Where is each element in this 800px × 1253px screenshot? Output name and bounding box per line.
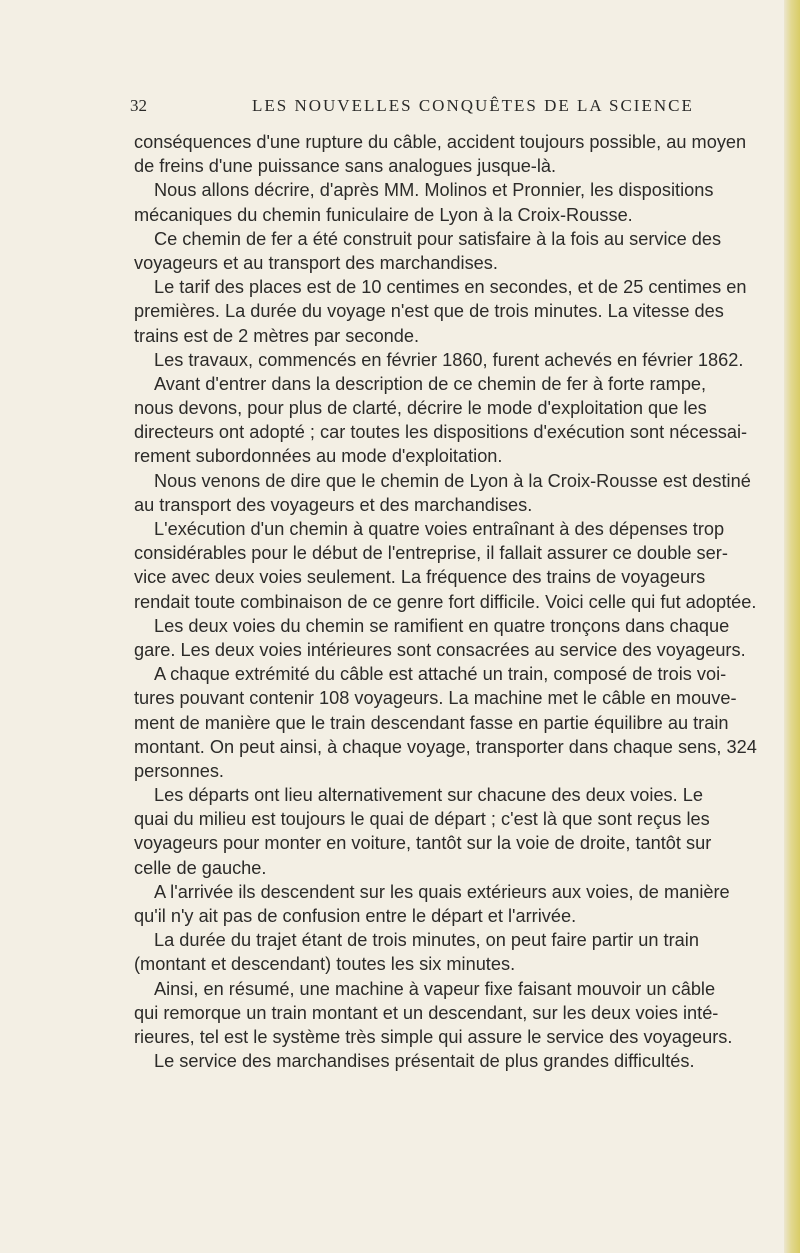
text-line: vice avec deux voies seulement. La fréquence des trains de voyageurs <box>134 567 706 588</box>
text-line: de freins d'une puissance sans analogues jusque-là. <box>134 156 557 177</box>
text-line: personnes. <box>134 760 224 781</box>
running-title: LES NOUVELLES CONQUÊTES DE LA SCIENCE <box>252 96 694 115</box>
text-line: considérables pour le début de l'entreprise, il fallait assurer ce double ser- <box>134 543 728 564</box>
text-line: Nous venons de dire que le chemin de Lyon à la Croix-Rousse est destiné <box>154 470 751 491</box>
text-line: La durée du trajet étant de trois minutes, on peut faire partir un train <box>154 930 699 951</box>
text-line: voyageurs pour monter en voiture, tantôt sur la voie de droite, tantôt sur <box>134 833 712 854</box>
text-line: qu'il n'y ait pas de confusion entre le départ et l'arrivée. <box>134 906 577 926</box>
text-line: celle de gauche. <box>134 857 267 878</box>
text-line: directeurs ont adopté ; car toutes les dispositions d'exécution sont nécessai- <box>134 422 748 443</box>
text-line: qui remorque un train montant et un descendant, sur les deux voies inté- <box>134 1002 719 1023</box>
page-number: 32 <box>130 96 147 115</box>
text-line: premières. La durée du voyage n'est que de trois minutes. La vitesse des <box>134 301 724 322</box>
text-line: Ce chemin de fer a été construit pour satisfaire à la fois au service des <box>154 228 722 249</box>
text-line: tures pouvant contenir 108 voyageurs. La machine met le câble en mouve- <box>134 688 737 709</box>
page-header <box>130 96 694 118</box>
text-line: (montant et descendant) toutes les six minutes. <box>134 954 516 975</box>
text-line: quai du milieu est toujours le quai de départ ; c'est là que sont reçus les <box>134 809 710 830</box>
text-line: au transport des voyageurs et des marchandises. <box>134 494 533 515</box>
text-line: gare. Les deux voies intérieures sont consacrées au service des voyageurs. <box>134 639 746 660</box>
text-line: rieures, tel est le système très simple qui assure le service des voyageurs. <box>134 1026 733 1047</box>
text-line: A l'arrivée ils descendent sur les quais extérieurs aux voies, de manière <box>154 881 730 902</box>
text-line: Ainsi, en résumé, une machine à vapeur fixe faisant mouvoir un câble <box>154 978 716 999</box>
page-edge <box>784 0 800 1253</box>
text-line: L'exécution d'un chemin à quatre voies entraînant à des dépenses trop <box>154 519 725 539</box>
text-line: mécaniques du chemin funiculaire de Lyon à la Croix-Rousse. <box>134 204 633 225</box>
text-line: rendait toute combinaison de ce genre fort difficile. Voici celle qui fut adoptée. <box>134 591 757 612</box>
text-line: Avant d'entrer dans la description de ce chemin de fer à forte rampe, <box>154 373 707 394</box>
text-line: Nous allons décrire, d'après MM. Molinos et Pronnier, les dispositions <box>154 180 714 201</box>
text-line: voyageurs et au transport des marchandises. <box>134 252 498 273</box>
text-line: ment de manière que le train descendant fasse en partie équilibre au train <box>134 712 729 733</box>
text-line: nous devons, pour plus de clarté, décrire le mode d'exploitation que les <box>134 398 707 419</box>
text-line: Le tarif des places est de 10 centimes en secondes, et de 25 centimes en <box>154 277 747 298</box>
text-line: conséquences d'une rupture du câble, accident toujours possible, au moyen <box>134 132 747 152</box>
text-line: trains est de 2 mètres par seconde. <box>134 325 420 346</box>
text-line: montant. On peut ainsi, à chaque voyage, transporter dans chaque sens, 324 <box>134 736 757 757</box>
text-line: Le service des marchandises présentait de plus grandes difficultés. <box>154 1051 695 1072</box>
text-line: Les départs ont lieu alternativement sur chacune des deux voies. Le <box>154 785 703 806</box>
body-text <box>134 130 757 1073</box>
text-line: Les deux voies du chemin se ramifient en quatre tronçons dans chaque <box>154 615 730 636</box>
text-line: Les travaux, commencés en février 1860, furent achevés en février 1862. <box>154 349 744 370</box>
text-line: rement subordonnées au mode d'exploitation. <box>134 446 503 467</box>
text-line: A chaque extrémité du câble est attaché un train, composé de trois voi- <box>154 664 727 685</box>
